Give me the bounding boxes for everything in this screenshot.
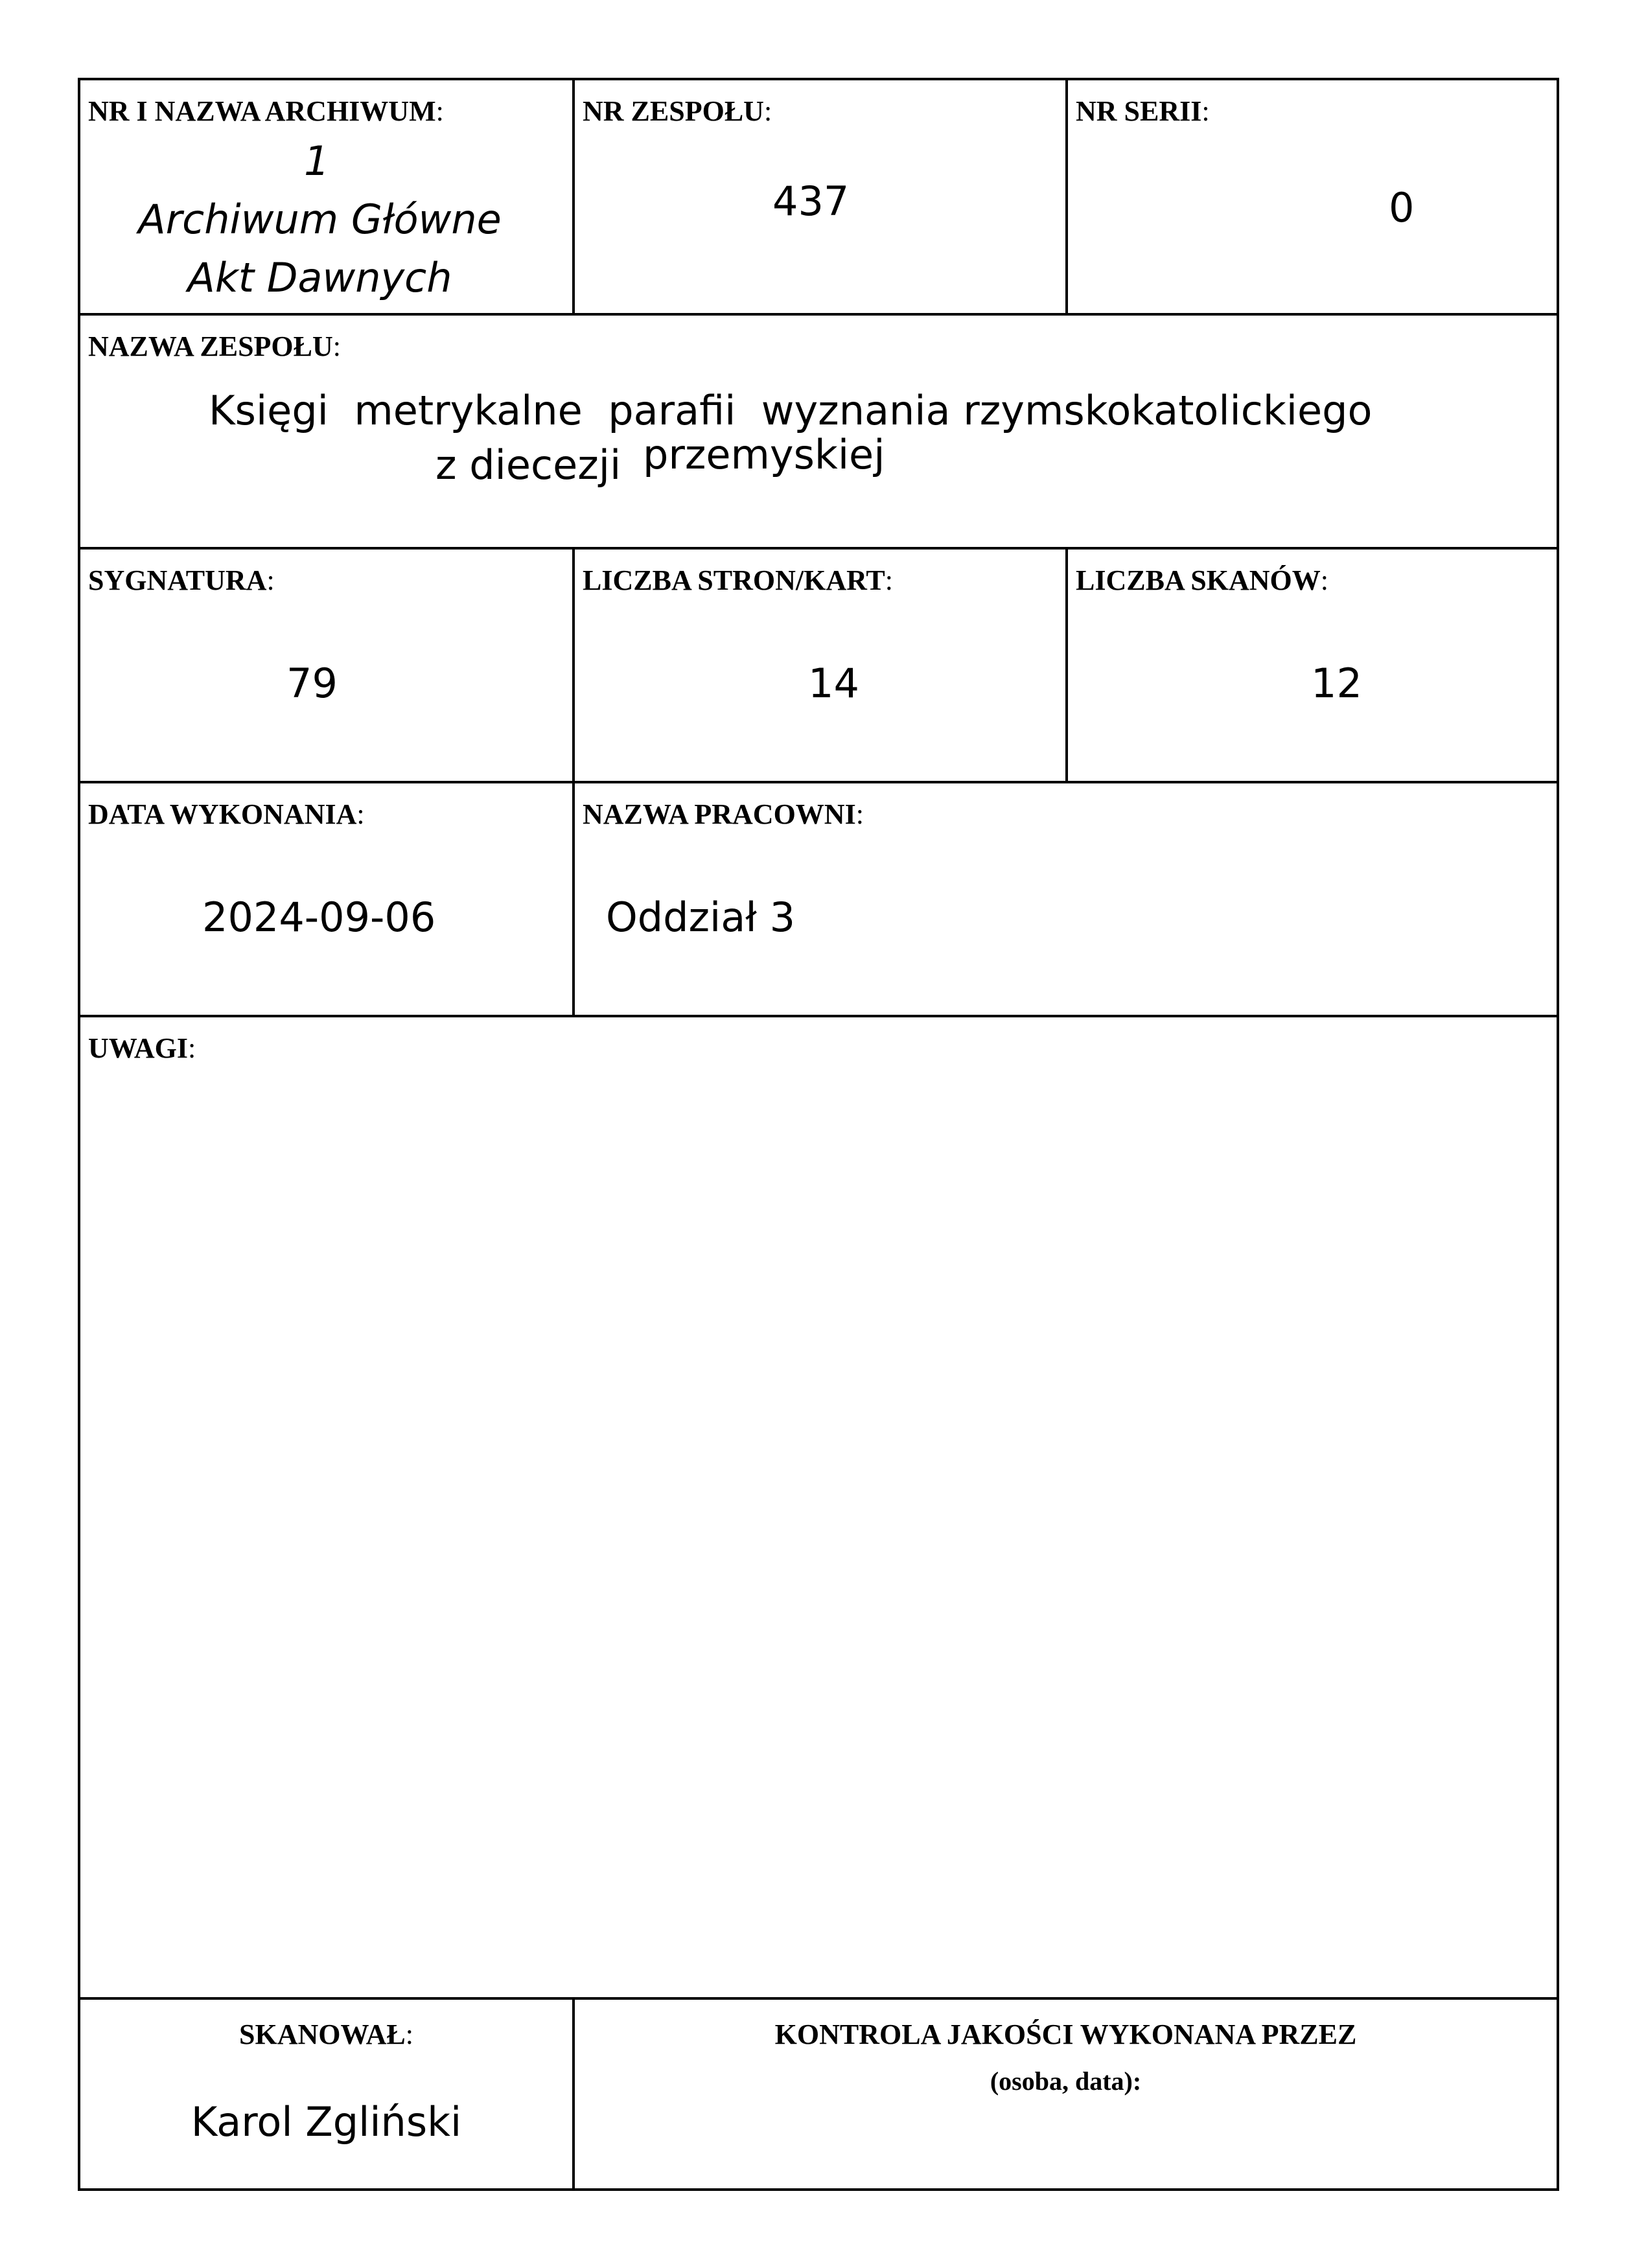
scanned-by-label: SKANOWAŁ: (239, 2019, 413, 2050)
series-number-value: 0 (1389, 184, 1415, 231)
date-label: DATA WYKONANIA: (88, 798, 365, 830)
fonds-number-value: 437 (772, 178, 850, 225)
workshop-label: NAZWA PRACOWNI: (583, 798, 864, 830)
signature-cell (80, 550, 572, 781)
archive-record-form (78, 78, 1559, 2191)
date-cell (80, 783, 572, 1015)
signature-value: 79 (286, 660, 338, 707)
fonds-number-cell (575, 80, 1065, 313)
fonds-number-label: NR ZESPOŁU: (583, 95, 772, 127)
remarks-label: UWAGI: (88, 1032, 196, 1064)
archive-cell (80, 80, 572, 313)
workshop-cell (575, 783, 1557, 1015)
remarks-cell (80, 1017, 1557, 1997)
archive-name-line2: Akt Dawnych (187, 254, 452, 301)
date-value: 2024-09-06 (202, 894, 436, 941)
archive-label: NR I NAZWA ARCHIWUM: (88, 95, 444, 127)
fonds-name-line2-part2: przemyskiej (643, 431, 885, 478)
fonds-name-cell (80, 316, 1557, 547)
archive-number: 1 (304, 137, 330, 185)
workshop-value: Oddział 3 (606, 894, 796, 941)
series-number-cell (1068, 80, 1557, 313)
archive-name-line1: Archiwum Główne (138, 196, 502, 243)
pages-count-cell (575, 550, 1065, 781)
pages-count-label: LICZBA STRON/KART: (583, 564, 893, 596)
scans-count-cell (1068, 550, 1557, 781)
scanned-by-value: Karol Zgliński (191, 2098, 462, 2146)
fonds-name-line2-part1: z diecezji (435, 441, 621, 489)
pages-count-value: 14 (808, 660, 859, 707)
quality-control-sublabel: (osoba, data): (990, 2066, 1142, 2096)
quality-control-label: KONTROLA JAKOŚCI WYKONANA PRZEZ (774, 2019, 1357, 2050)
quality-control-cell (575, 2000, 1557, 2188)
scanned-by-cell (80, 2000, 572, 2188)
scans-count-value: 12 (1311, 660, 1362, 707)
fonds-name-label: NAZWA ZESPOŁU: (88, 330, 341, 362)
signature-label: SYGNATURA: (88, 564, 275, 596)
fonds-name-line1: Księgi metrykalne parafii wyznania rzymskokatolickiego (209, 387, 1373, 434)
scans-count-label: LICZBA SKANÓW: (1076, 564, 1328, 596)
series-number-label: NR SERII: (1076, 95, 1210, 127)
